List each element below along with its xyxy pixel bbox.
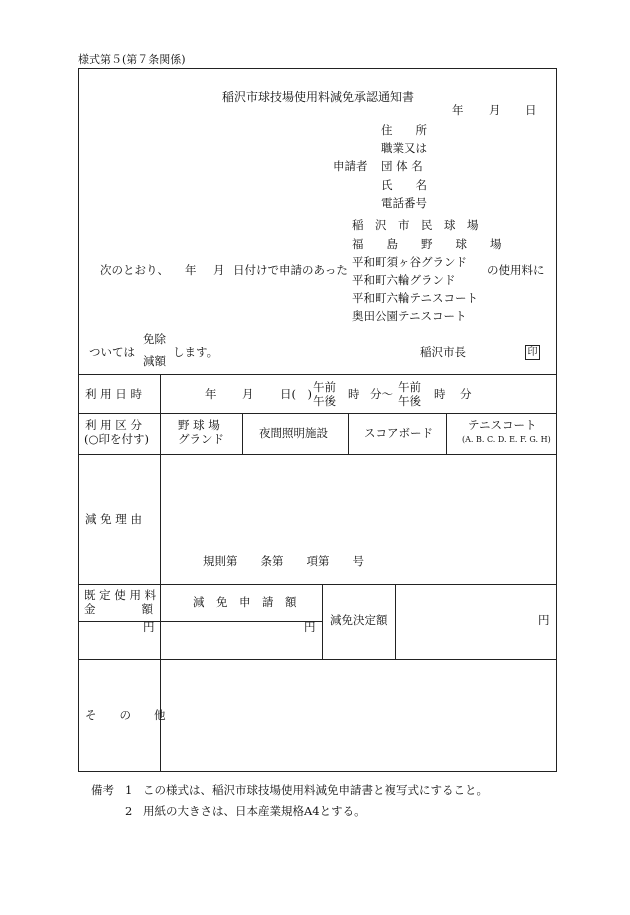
category-divider [446,413,447,454]
mayor-label: 稲沢市長 [420,345,466,359]
seal-mark: 印 [525,345,540,360]
usage-day: 日( ) [280,387,312,401]
notice-lead: 次のとおり、 [100,263,169,277]
notice-shimasu: します。 [173,345,219,359]
category-divider [242,413,243,454]
category-tennis: テニスコート [468,418,537,432]
facility-item: 福 島 野 球 場 [352,237,502,251]
row-divider [78,584,557,585]
facility-item: 平和町六輪テニスコート [352,291,479,305]
applicant-group-label: 団 体 名 [381,159,423,173]
remark-text: この様式は、稲沢市球技場使用料減免申請書と複写式にすること。 [143,783,488,797]
decision-amount-yen: 円 [538,613,550,627]
fee-divider [322,584,323,659]
applicant-phone-label: 電話番号 [381,196,427,210]
other-label: そ の 他 [85,708,166,722]
usage-month: 月 [242,387,254,401]
date-year: 年 [452,103,464,117]
row-divider [78,659,557,660]
date-day: 日 [525,103,537,117]
category-night-lighting: 夜間照明施設 [259,426,328,440]
fee-divider [395,584,396,659]
default-fee-yen: 円 [143,620,155,634]
row-divider [78,621,322,622]
usage-category-label: 利 用 区 分 [85,418,142,432]
notice-month: 月 [213,263,225,277]
usage-category-note: (○印を付す) [84,432,150,446]
row-divider [78,413,557,414]
notice-title: 稲沢市球技場使用料減免承認通知書 [222,90,415,104]
applicant-occupation-label: 職業又は [381,141,427,155]
notice-tsuite: ついては [89,345,135,359]
facility-item: 稲 沢 市 民 球 場 [352,218,479,232]
row-divider [78,454,557,455]
date-month: 月 [489,103,501,117]
notice-day-phrase: 日付けで申請のあった [233,263,348,277]
facility-item: 奥田公園テニスコート [352,309,467,323]
usage-hour: 時 [348,387,360,401]
reason-rule: 規則第 条第 項第 号 [203,554,364,568]
category-scoreboard: スコアボード [364,426,433,440]
usage-pm: 午後 [313,394,336,408]
facility-item: 平和町須ヶ谷グランド [352,255,467,269]
remarks-title: 備考 [91,783,114,797]
remark-number: 2 [125,804,133,818]
notice-year: 年 [185,263,197,277]
request-amount-yen: 円 [304,620,316,634]
row-divider [78,374,557,375]
decision-amount-label: 減免決定額 [330,613,388,627]
notice-gengaku: 減額 [143,354,166,368]
default-fee-label: 既 定 使 用 料 [84,588,157,602]
notice-menjo: 免除 [143,332,166,346]
applicant-label: 申請者 [333,159,368,173]
usage-minute2: 分 [460,387,472,401]
usage-datetime-label: 利 用 日 時 [85,387,142,401]
applicant-address-label: 住 所 [381,123,427,137]
notice-suffix: の使用料に [487,263,545,277]
category-baseball: 野 球 場 [178,418,220,432]
remark-number: 1 [125,783,133,797]
usage-pm2: 午後 [398,394,421,408]
usage-minute: 分～ [370,387,393,401]
usage-hour2: 時 [434,387,446,401]
category-divider [348,413,349,454]
request-amount-label: 減 免 申 請 額 [193,595,297,609]
usage-year: 年 [205,387,217,401]
usage-am: 午前 [313,380,336,394]
applicant-name-label: 氏 名 [381,178,427,192]
reason-label: 減 免 理 由 [85,512,142,526]
category-tennis-courts: (A. B. C. D. E. F. G. H) [462,435,551,444]
default-fee-label-2: 金 額 [84,602,153,616]
facility-item: 平和町六輪グランド [352,273,456,287]
form-number: 様式第５(第７条関係) [78,53,186,66]
remark-text: 用紙の大きさは、日本産業規格A4とする。 [143,804,366,818]
usage-am2: 午前 [398,380,421,394]
category-ground: グランド [178,432,224,446]
